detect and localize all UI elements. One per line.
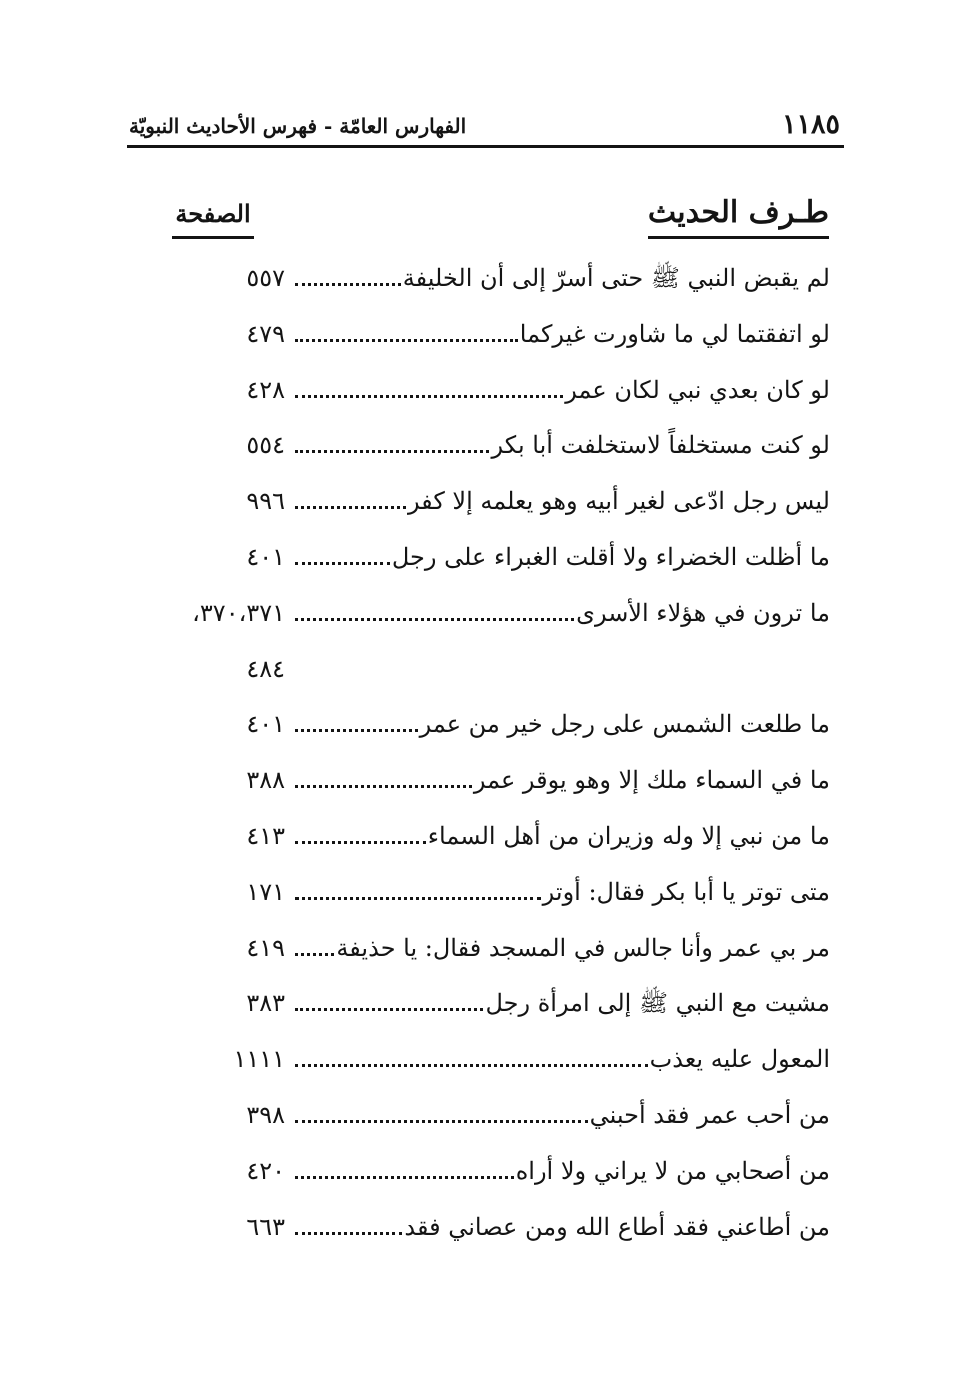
entry-page [110, 481, 285, 521]
leader-dots [295, 1170, 514, 1179]
index-entry [110, 754, 830, 810]
entry-text-line [295, 481, 830, 521]
entry-page [110, 425, 285, 465]
entry-text: ما ترون في هؤلاء الأسرى [576, 598, 830, 627]
entry-page-number: ٥٥٧ [246, 264, 285, 292]
index-entry [110, 475, 830, 531]
entry-page [110, 537, 285, 577]
entry-page [110, 1095, 285, 1135]
entry-text: ليس رجل ادّعى لغير أبيه وهو يعلمه إلا كفر [407, 487, 830, 516]
entry-page [110, 593, 285, 633]
index-entry [110, 698, 830, 754]
leader-dots [295, 947, 334, 956]
entry-page [110, 983, 285, 1023]
entry-text: لو اتفقتما لي ما شاورت غيركما [519, 319, 830, 348]
entry-text-line [295, 370, 830, 410]
entry-page-number: ٣٧٠،٣٧١، [192, 598, 285, 627]
entry-text-line [295, 1207, 830, 1247]
index-entry-continuation [110, 643, 830, 699]
entry-text: المعول عليه يعذب [649, 1045, 830, 1074]
leader-dots [295, 556, 390, 565]
entry-text: لو كنت مستخلفاً لاستخلفت أبا بكر [491, 431, 830, 460]
entry-text: ما في السماء ملك إلا وهو يوقر عمر [473, 766, 830, 795]
leader-dots [295, 891, 541, 900]
index-entry [110, 252, 830, 308]
entry-page-number: ٦٦٣ [246, 1212, 285, 1241]
leader-dots [295, 723, 418, 732]
entry-text: مشيت مع النبي ﷺ إلى امرأة رجل [485, 989, 830, 1018]
entry-page [110, 370, 285, 410]
index-entry [110, 1033, 830, 1089]
column-heading-page: الصفحة [172, 199, 254, 239]
entry-text-line [295, 1151, 830, 1191]
index-list [110, 252, 830, 1256]
entry-page-number: ٤٢٨ [246, 375, 285, 404]
entry-page-number: ٩٩٦ [246, 487, 285, 516]
entry-page-number: ٤٢٠ [246, 1156, 285, 1185]
entry-text: ما أظلت الخضراء ولا أقلت الغبراء على رجل [391, 542, 830, 571]
entry-page [110, 258, 285, 298]
entry-page [110, 704, 285, 744]
index-entry [110, 419, 830, 475]
running-header [127, 105, 844, 148]
index-entry [110, 1145, 830, 1201]
entry-text-line [295, 314, 830, 354]
index-entry [110, 308, 830, 364]
index-entry [110, 531, 830, 587]
column-heading-hadith: طـرف الحديث [648, 195, 829, 239]
index-entry [110, 1201, 830, 1257]
entry-text-line [295, 1095, 830, 1135]
entry-page-number: ٤٠١ [246, 542, 285, 571]
entry-text: من أحب عمر فقد أحبني [589, 1100, 830, 1129]
entry-text-line [295, 760, 830, 800]
leader-dots [295, 333, 518, 342]
entry-page-number: ٤١٣ [246, 821, 285, 850]
running-title: الفهارس العامّة - فهرس الأحاديث النبويّة [129, 114, 467, 138]
leader-dots [295, 1002, 483, 1011]
index-entry [110, 922, 830, 978]
index-entry [110, 587, 830, 643]
entry-page-number: ٤١٩ [246, 933, 285, 962]
leader-dots [295, 389, 563, 398]
leader-dots [295, 835, 426, 844]
entry-text-line [295, 258, 830, 298]
entry-page [110, 1151, 285, 1191]
entry-page [110, 649, 285, 689]
page-number: ١١٨٥ [781, 109, 840, 140]
entry-text: لم يقبض النبي ﷺ حتى أسرّ إلى أن الخليفة [402, 264, 830, 292]
entry-text-line [295, 1039, 830, 1079]
leader-dots [295, 277, 401, 286]
entry-text-line [295, 593, 830, 633]
entry-page [110, 314, 285, 354]
entry-text-line [295, 704, 830, 744]
entry-page-number: ٤٠١ [246, 710, 285, 739]
entry-page [110, 760, 285, 800]
leader-dots [295, 779, 472, 788]
entry-page [110, 872, 285, 912]
entry-text-line [295, 537, 830, 577]
leader-dots [295, 1058, 648, 1067]
leader-dots [295, 1114, 588, 1123]
entry-page [110, 1207, 285, 1247]
entry-text: لو كان بعدي نبي لكان عمر [565, 375, 830, 404]
leader-dots [295, 500, 406, 509]
entry-page-number: ٣٩٨ [246, 1100, 285, 1129]
entry-text-line [295, 928, 830, 968]
index-entry [110, 364, 830, 420]
entry-text-line [295, 425, 830, 465]
entry-page-number: ٤٨٤ [246, 654, 285, 683]
entry-page-number: ٤٧٩ [246, 319, 285, 348]
entry-page-number: ١٧١ [246, 877, 285, 906]
index-entry [110, 866, 830, 922]
entry-page [110, 928, 285, 968]
entry-page [110, 1039, 285, 1079]
leader-dots [295, 444, 489, 453]
leader-dots [295, 1226, 402, 1235]
index-entry [110, 1089, 830, 1145]
entry-text: ما طلعت الشمس على رجل خير من عمر [419, 710, 830, 739]
leader-dots [295, 612, 574, 621]
index-entry [110, 810, 830, 866]
entry-page [110, 816, 285, 856]
index-entry [110, 977, 830, 1033]
entry-page-number: ٥٥٤ [246, 431, 285, 460]
entry-page-number: ٣٨٣ [246, 989, 285, 1018]
entry-text-line [295, 816, 830, 856]
entry-text: من أطاعني فقد أطاع الله ومن عصاني فقد [404, 1212, 830, 1241]
entry-text: مر بي عمر وأنا جالس في المسجد فقال: يا حذيفة [336, 933, 830, 962]
entry-page-number: ٣٨٨ [246, 766, 285, 795]
entry-page-number: ١١١١ [233, 1045, 285, 1074]
entry-text: ما من نبي إلا وله وزيران من أهل السماء [427, 821, 830, 850]
entry-text: من أصحابي من لا يراني ولا أراه [515, 1156, 830, 1185]
entry-text-line [295, 872, 830, 912]
entry-text: متى توتر يا أبا بكر فقال: أوتر [542, 877, 830, 906]
entry-text-line [295, 983, 830, 1023]
